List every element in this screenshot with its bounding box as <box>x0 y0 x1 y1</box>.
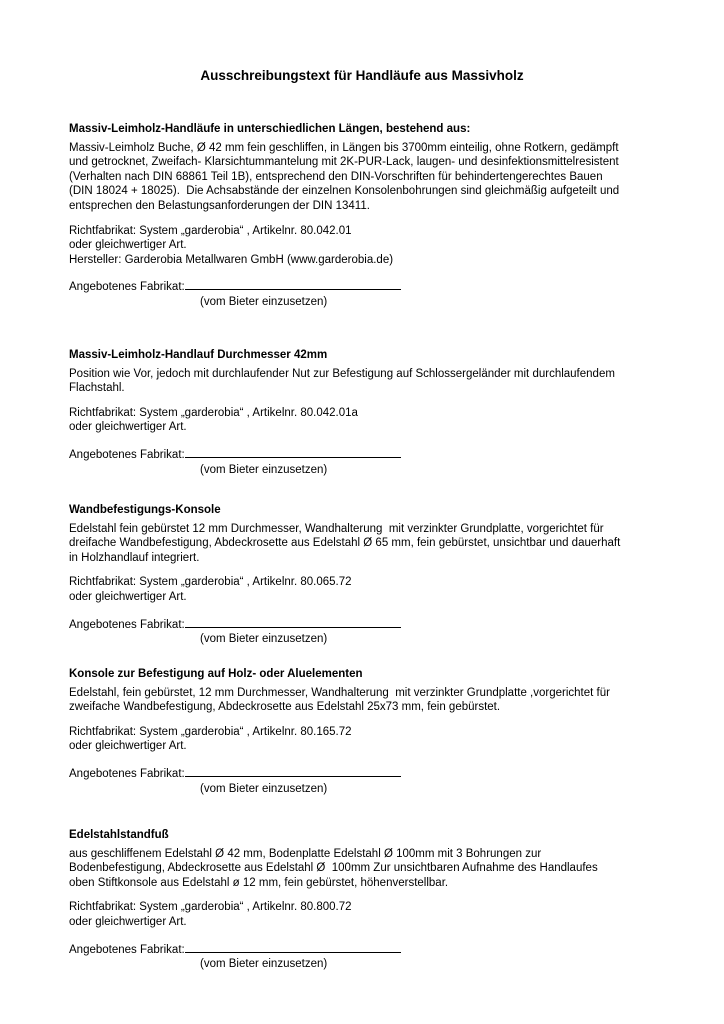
section-handlaeufe <box>69 122 669 310</box>
body-line: (Verhalten nach DIN 68861 Teil 1B), entsprechend den DIN-Vorschriften für behindertengerechtes Bauen <box>69 170 603 183</box>
offer-note: (vom Bieter einzusetzen) <box>200 295 328 308</box>
body-line: (DIN 18024 + 18025). Die Achsabstände der einzelnen Konsolenbohrungen sind gleichmäßig aufgeteilt und <box>69 185 620 198</box>
section-konsole-holz-alu <box>69 667 669 796</box>
section-handlauf-42mm <box>69 348 669 477</box>
reference-line: oder gleichwertiger Art. <box>69 590 187 603</box>
reference-line: oder gleichwertiger Art. <box>69 740 187 753</box>
reference-line: Richtfabrikat: System „garderobia“ , Artikelnr. 80.165.72 <box>69 725 352 738</box>
document-title: Ausschreibungstext für Handläufe aus Massivholz <box>200 68 524 83</box>
section-heading: Edelstahlstandfuß <box>69 829 169 841</box>
section-wandbefestigung <box>69 503 669 647</box>
offer-label: Angebotenes Fabrikat: <box>69 767 185 780</box>
reference-line: oder gleichwertiger Art. <box>69 421 187 434</box>
body-line: oben Stiftkonsole aus Edelstahl ø 12 mm, fein gebürstet, höhenverstellbar. <box>69 876 449 889</box>
offer-note: (vom Bieter einzusetzen) <box>200 463 328 476</box>
section-heading: Massiv-Leimholz-Handlauf Durchmesser 42mm <box>69 349 328 361</box>
offer-blank-line <box>185 615 401 628</box>
offer-row <box>69 940 669 958</box>
offer-blank-line <box>185 445 401 458</box>
reference-line: Richtfabrikat: System „garderobia“ , Artikelnr. 80.042.01 <box>69 224 352 237</box>
offer-note: (vom Bieter einzusetzen) <box>200 633 328 646</box>
body-line: Massiv-Leimholz Buche, Ø 42 mm fein geschliffen, in Längen bis 3700mm einteilig, ohne Rotkern, gedämpft <box>69 141 619 154</box>
offer-label: Angebotenes Fabrikat: <box>69 448 185 461</box>
section-edelstahlstandfuss <box>69 828 669 972</box>
reference-line: Hersteller: Garderobia Metallwaren GmbH (www.garderobia.de) <box>69 253 394 266</box>
offer-label: Angebotenes Fabrikat: <box>69 281 185 294</box>
section-heading: Wandbefestigungs-Konsole <box>69 504 221 516</box>
body-line: in Holzhandlauf integriert. <box>69 551 200 564</box>
body-line: Edelstahl fein gebürstet 12 mm Durchmesser, Wandhalterung mit verzinkter Grundplatte, vorgerichtet für <box>69 522 604 535</box>
offer-row <box>69 615 669 633</box>
offer-row <box>69 277 669 295</box>
offer-label: Angebotenes Fabrikat: <box>69 618 185 631</box>
offer-blank-line <box>185 277 401 290</box>
body-line: dreifache Wandbefestigung, Abdeckrosette aus Edelstahl Ø 65 mm, fein gebürstet, unsichtbar und dauerhaft <box>69 537 621 550</box>
body-line: aus geschliffenem Edelstahl Ø 42 mm, Bodenplatte Edelstahl Ø 100mm mit 3 Bohrungen zur <box>69 847 542 860</box>
offer-blank-line <box>185 764 401 777</box>
offer-note: (vom Bieter einzusetzen) <box>200 782 328 795</box>
offer-blank-line <box>185 940 401 953</box>
body-line: zweifache Wandbefestigung, Abdeckrosette aus Edelstahl 25x73 mm, fein gebürstet. <box>69 701 501 714</box>
body-line: Edelstahl, fein gebürstet, 12 mm Durchmesser, Wandhalterung mit verzinkter Grundplatte ,vorgerichtet für <box>69 686 610 699</box>
offer-note: (vom Bieter einzusetzen) <box>200 958 328 971</box>
reference-line: oder gleichwertiger Art. <box>69 915 187 928</box>
reference-line: Richtfabrikat: System „garderobia“ , Artikelnr. 80.065.72 <box>69 576 352 589</box>
body-line: und getrocknet, Zweifach- Klarsichtummantelung mit 2K-PUR-Lack, laugen- und desinfektionsmittelresistent <box>69 156 619 169</box>
body-line: entsprechen den Belastungsanforderungen der DIN 13411. <box>69 199 370 212</box>
body-line: Bodenbefestigung, Abdeckrosette aus Edelstahl Ø 100mm Zur unsichtbaren Aufnahme des Handlaufes <box>69 862 598 875</box>
reference-line: oder gleichwertiger Art. <box>69 239 187 252</box>
body-line: Flachstahl. <box>69 382 125 395</box>
section-heading: Massiv-Leimholz-Handläufe in unterschiedlichen Längen, bestehend aus: <box>69 123 471 135</box>
body-line: Position wie Vor, jedoch mit durchlaufender Nut zur Befestigung auf Schlossergeländer mit durchlaufendem <box>69 367 615 380</box>
reference-line: Richtfabrikat: System „garderobia“ , Artikelnr. 80.800.72 <box>69 901 352 914</box>
offer-row <box>69 764 669 782</box>
reference-line: Richtfabrikat: System „garderobia“ , Artikelnr. 80.042.01a <box>69 406 358 419</box>
offer-label: Angebotenes Fabrikat: <box>69 943 185 956</box>
section-heading: Konsole zur Befestigung auf Holz- oder Aluelementen <box>69 668 363 680</box>
offer-row <box>69 445 669 463</box>
